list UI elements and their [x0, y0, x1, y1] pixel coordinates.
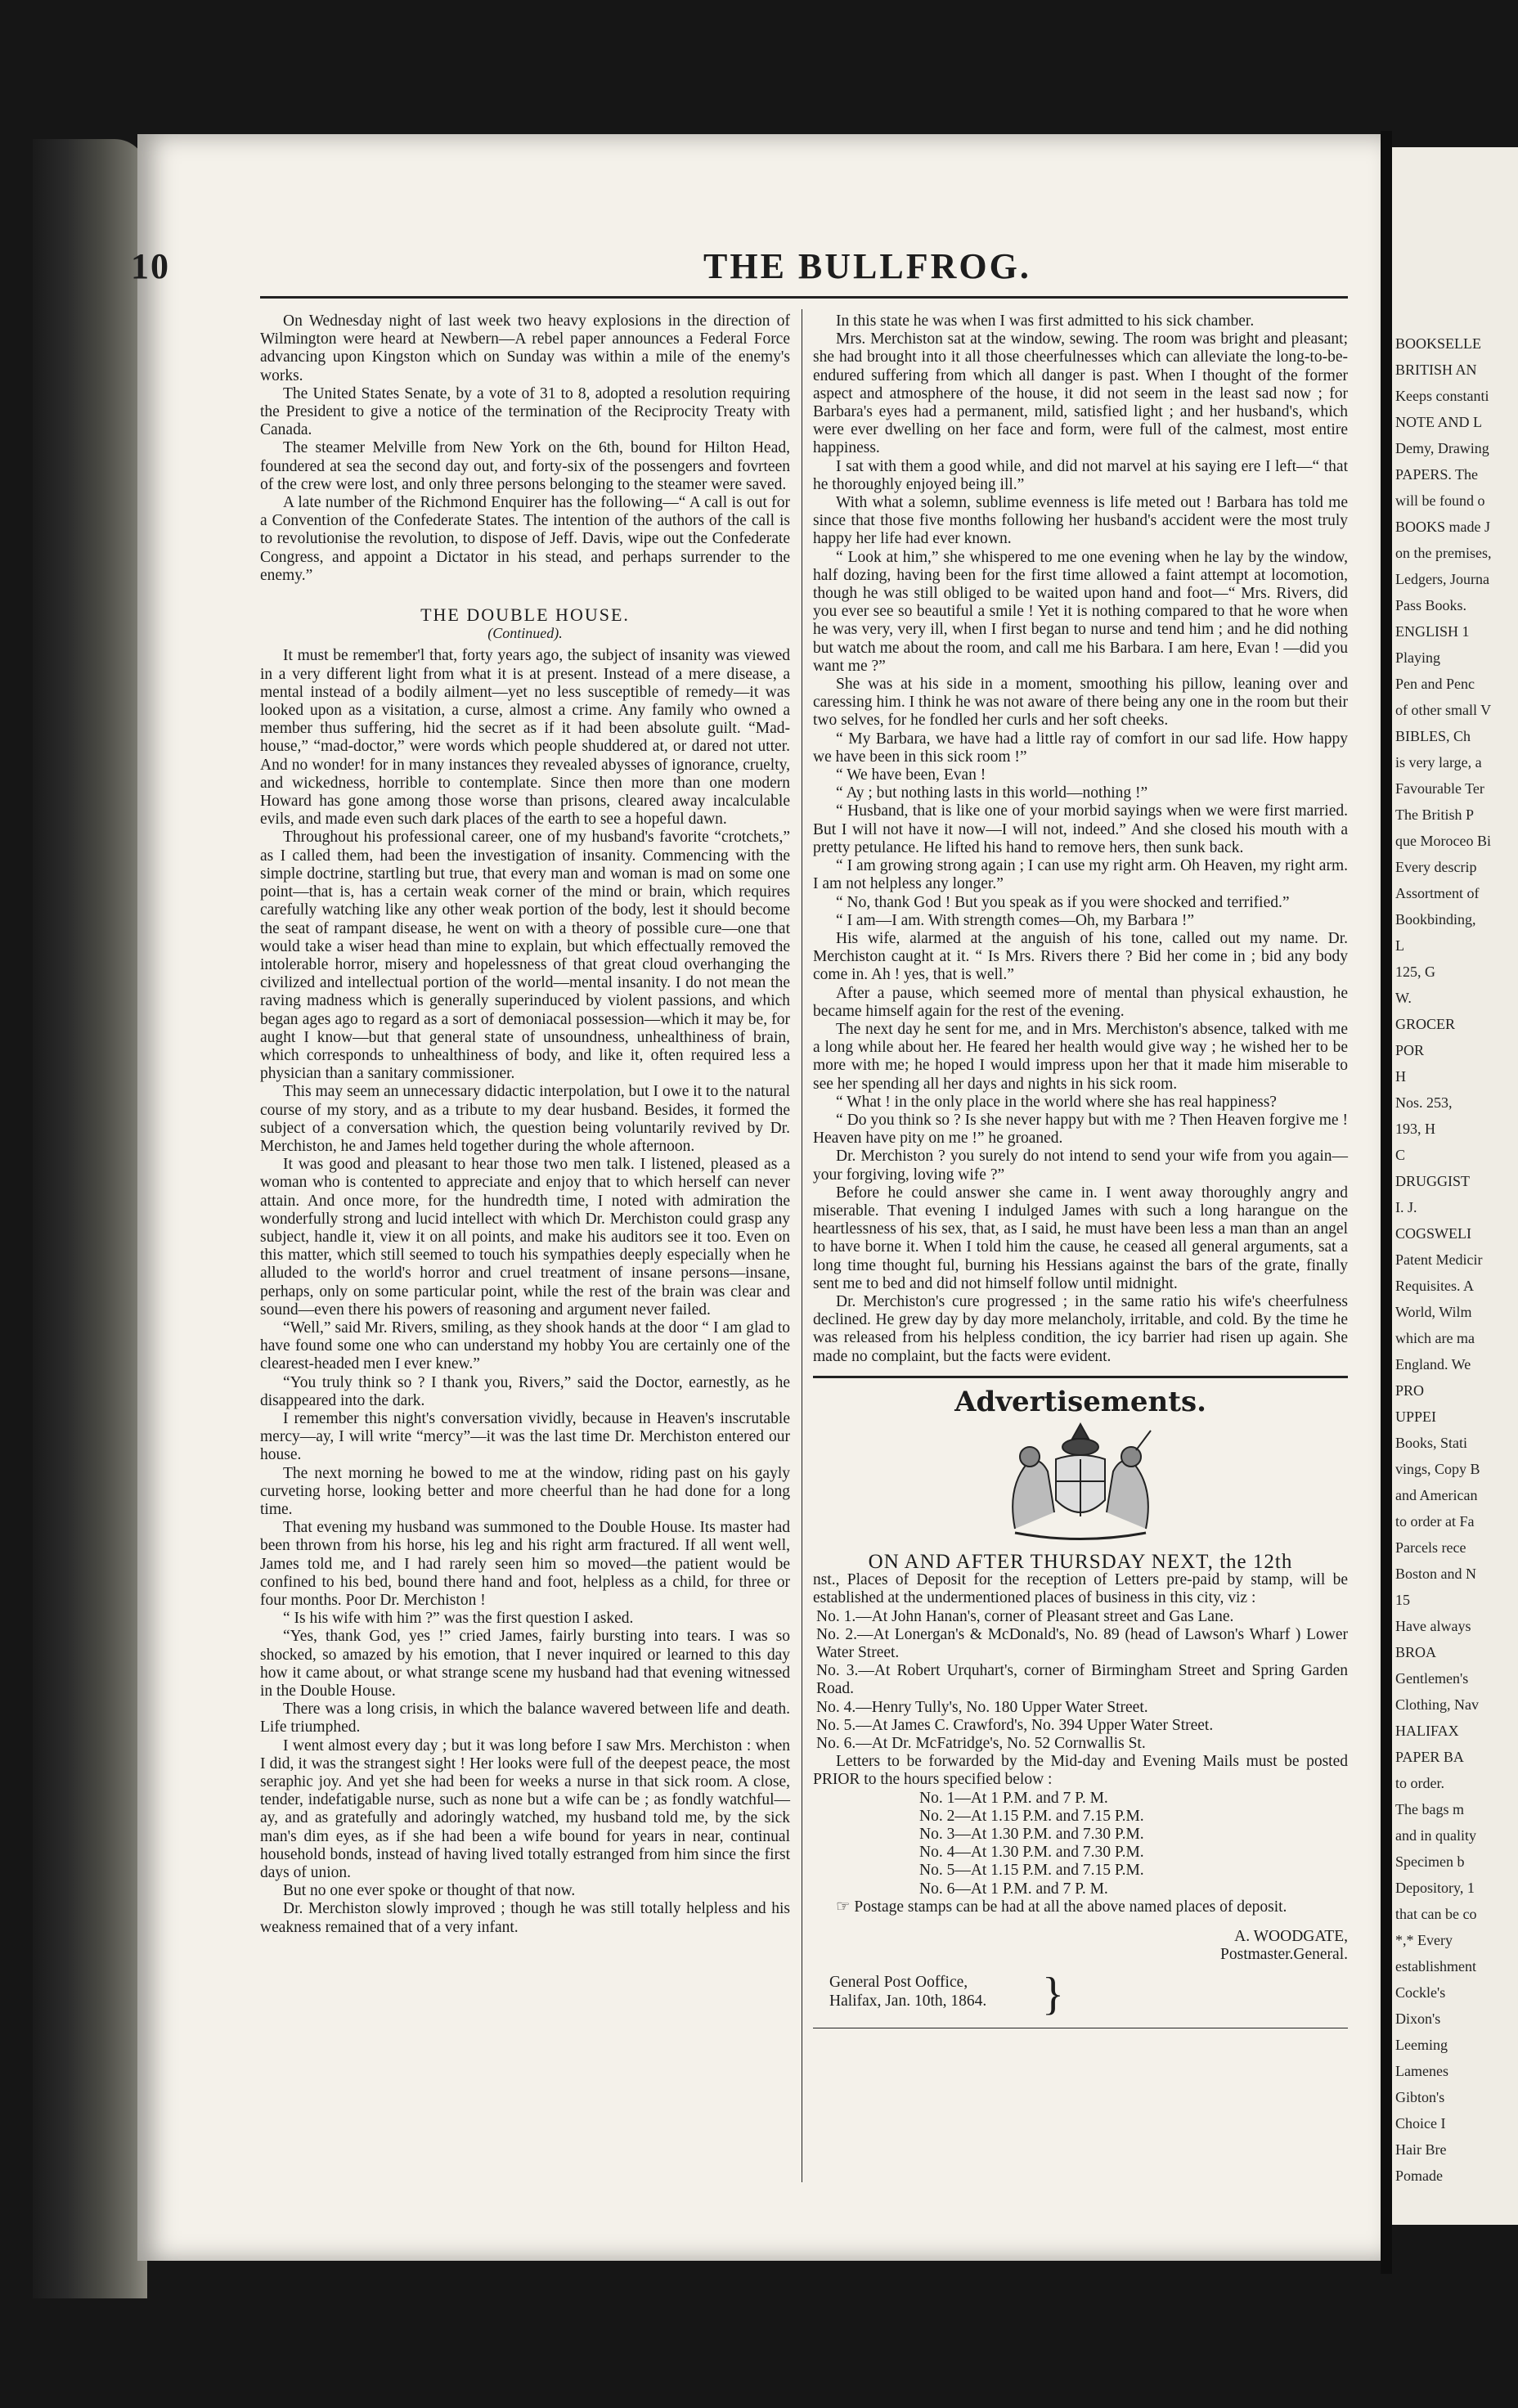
adjacent-page-text: PRO [1395, 1382, 1425, 1399]
footer-line-1: General Post Ooffice, [829, 1974, 968, 1992]
story-paragraph: After a pause, which seemed more of mental than physical exhaustion, he became himself again for the rest of the evening. [813, 984, 1348, 1020]
adjacent-page-text: BRITISH AN [1395, 362, 1477, 378]
story-text [260, 647, 790, 1936]
stamps-note: ☞ Postage stamps can be had at all the above named places of deposit. [836, 1898, 1287, 1916]
deposit-place: No. 2.—At Lonergan's & McDonald's, No. 89 (head of Lawson's Wharf ) Lower Water Street. [816, 1625, 1348, 1661]
schedule-row: No. 3—At 1.30 P.M. and 7.30 P.M. [919, 1826, 1144, 1844]
page-header [131, 245, 1325, 294]
deposit-place: No. 5.—At James C. Crawford's, No. 394 Upper Water Street. [816, 1716, 1214, 1734]
story-paragraph: This may seem an unnecessary didactic interpolation, but I owe it to the natural course of my story, and as a tribute to my dear husband. Besides, it formed the subject of a conversation which, the question being voluntarily revived by Dr. Merchiston, he and James held together during the whole afternoon. [260, 1083, 790, 1155]
adjacent-page-text: that can be co [1395, 1906, 1477, 1922]
adjacent-page-text: C [1395, 1147, 1406, 1163]
adjacent-page-text: Bookbinding, [1395, 911, 1476, 928]
adjacent-page-text: Pass Books. [1395, 597, 1467, 613]
adjacent-page-text: Requisites. A [1395, 1278, 1475, 1294]
adjacent-page-text: to order. [1395, 1775, 1444, 1791]
forward-note: Letters to be forwarded by the Mid-day and Evening Mails must be posted PRIOR to the hours specified below : [813, 1753, 1348, 1789]
schedule-row: No. 4—At 1.30 P.M. and 7.30 P.M. [919, 1844, 1144, 1862]
adjacent-page-text: Playing [1395, 649, 1441, 666]
royal-crest-icon [982, 1414, 1179, 1545]
ad-intro: nst., Places of Deposit for the reception of Letters pre-paid by stamp, will be established at the undermentioned places of business in this city, viz : [813, 1571, 1348, 1607]
story-paragraph: The next morning he bowed to me at the window, riding past on his gayly curveting horse, looking better and more cheerful than he had done for a long time. [260, 1464, 790, 1518]
adjacent-page-text: Favourable Ter [1395, 780, 1484, 797]
masthead: THE BULLFROG. [703, 246, 1031, 286]
story-paragraph: “ My Barbara, we have had a little ray of comfort in our sad life. How happy we have been in this sick room !” [813, 730, 1348, 766]
story-paragraph: Before he could answer she came in. I went away thoroughly angry and miserable. That evening I indulged James with such a long harangue on the heartlessness of his sex, that, as I said, he must have been less a man than an angel to have borne it. When I told him the cause, he ceased all general arguments, sat a long time thought ful, burning his Hessians against the bars of the grate, finally sent me to bed and did not himself follow until midnight. [813, 1184, 1348, 1292]
adjacent-page-text: POR [1395, 1042, 1425, 1058]
adjacent-page-text: Pen and Penc [1395, 676, 1475, 692]
story-paragraph: I remember this night's conversation vividly, because in Heaven's inscrutable mercy—ay, I will write “mercy”—it was the last time Dr. Merchiston entered our house. [260, 1409, 790, 1464]
schedule-row: No. 2—At 1.15 P.M. and 7.15 P.M. [919, 1807, 1144, 1825]
story-subtitle: (Continued). [487, 625, 563, 642]
story-paragraph: “ Ay ; but nothing lasts in this world—nothing !” [836, 784, 1148, 802]
schedule-row: No. 1—At 1 P.M. and 7 P. M. [919, 1789, 1108, 1807]
schedule-row: No. 5—At 1.15 P.M. and 7.15 P.M. [919, 1862, 1144, 1880]
adjacent-page-text: UPPEI [1395, 1408, 1437, 1425]
story-paragraph: But no one ever spoke or thought of that now. [283, 1882, 576, 1900]
adjacent-page-text: que Moroceo Bi [1395, 833, 1491, 849]
adjacent-page-text: L [1395, 937, 1404, 954]
page-number: 10 [131, 246, 170, 286]
ad-body [813, 1571, 1348, 2023]
adjacent-page-text: of other small V [1395, 702, 1492, 718]
adjacent-page-text: Ledgers, Journa [1395, 571, 1489, 587]
news-paragraph: A late number of the Richmond Enquirer has the following—“ A call is out for a Convention of the Confederate States. The intention of the authors of the call is to revolutionise the revolution, to dispose of Jeff. Davis, wipe out the Confederate Congress, and appoint a Dictator in his stead, and perhaps surrender to the enemy.” [260, 494, 790, 584]
adjacent-page-text: Hair Bre [1395, 2141, 1447, 2158]
adjacent-page-text: Dixon's [1395, 2010, 1441, 2027]
adjacent-page-text: is very large, a [1395, 754, 1482, 770]
adjacent-page-text: GROCER [1395, 1016, 1456, 1032]
page-gutter [1381, 131, 1392, 2274]
adjacent-page-text: Clothing, Nav [1395, 1696, 1479, 1713]
adjacent-page-text: H [1395, 1068, 1406, 1085]
news-paragraph: On Wednesday night of last week two heavy explosions in the direction of Wilmington were heard at Newbern—A rebel paper announces a Federal Force advancing upon Kingston which on Sunday was within a mile of the enemy's works. [260, 312, 790, 384]
story-paragraph: That evening my husband was summoned to the Double House. Its master had been thrown from his horse, his leg and his right arm fractured. If all went well, James told me, and I had rarely seen him so moved—the patient would be confined to his bed, bound there hand and foot, helpless as a child, for three or four months. Poor Dr. Merchiston ! [260, 1519, 790, 1610]
footer-line-2: Halifax, Jan. 10th, 1864. [829, 1992, 987, 2010]
mail-schedule [919, 1790, 1348, 1898]
deposit-place: No. 3.—At Robert Urquhart's, corner of Birmingham Street and Spring Garden Road. [816, 1662, 1348, 1698]
story-paragraph: “Yes, thank God, yes !” cried James, fairly bursting into tears. I was so shocked, so amazed by his emotion, that I never inquired or learned to this day how it came about, or what strange scene my husband had that evening witnessed in the Double House. [260, 1628, 790, 1700]
adjacent-page-text: The British P [1395, 806, 1475, 823]
adjacent-page-text: Demy, Drawing [1395, 440, 1489, 456]
story-paragraph: The next day he sent for me, and in Mrs. Merchiston's absence, talked with me a long while about her. He feared her health would give way ; he wished her to be more with me; he hoped I would impress upon her that it made him miserable to see her spending all her days and nights in his sick room. [813, 1020, 1348, 1093]
adjacent-page-text: Lamenes [1395, 2063, 1448, 2079]
adjacent-page-text: and in quality [1395, 1827, 1476, 1844]
story-paragraph: Dr. Merchiston's cure progressed ; in the same ratio his wife's cheerfulness declined. He grew day by day more melancholy, irritable, and cold. By the time he was released from his helpless condition, the icy barrier had risen up again. She made no complaint, but the facts were evident. [813, 1292, 1348, 1365]
adjacent-page-text: Depository, 1 [1395, 1880, 1475, 1896]
adjacent-page-text: NOTE AND L [1395, 414, 1482, 430]
ad-footer [829, 1969, 1348, 2023]
story-paragraph: “ Is his wife with him ?” was the first question I asked. [283, 1610, 634, 1628]
story-paragraph: I went almost every day ; but it was long before I saw Mrs. Merchiston : when I did, it was the strangest sight ! Her looks were full of the deepest peace, the most seraphic joy. And yet she had been for weeks a nurse in that sick room. A close, tender, indefatigable nurse, such as none but a wife can be ; as fondly watchful—ay, and as gratefully and adoringly watched, my husband told me, by the sick man's dim eyes, as if she had been a wife bound for years in near, continual household bonds, instead of having lived totally estranged from him since the first days of union. [260, 1736, 790, 1882]
adjacent-page-text: Boston and N [1395, 1566, 1476, 1582]
adjacent-page-text: DRUGGIST [1395, 1173, 1471, 1189]
adjacent-page-text: vings, Copy B [1395, 1461, 1480, 1477]
signature-name: A. WOODGATE, [1234, 1928, 1348, 1946]
deposit-places [813, 1608, 1348, 1754]
adjacent-page-text: COGSWELI [1395, 1225, 1471, 1242]
adjacent-page-text: Cockle's [1395, 1984, 1446, 2001]
adjacent-page-text: W. [1395, 990, 1412, 1006]
ad-headline: ON AND AFTER THURSDAY NEXT, the 12th [868, 1550, 1293, 1573]
adjacent-page-text: Patent Medicir [1395, 1251, 1483, 1268]
story-paragraph: She was at his side in a moment, smoothing his pillow, leaning over and caressing him. I think he was not aware of there being any one in the room but their two selves, for he fondled her curls and her soft cheeks. [813, 676, 1348, 730]
adjacent-page-text: to order at Fa [1395, 1513, 1475, 1530]
brace-icon: } [1042, 1969, 1064, 2020]
story-paragraph: With what a solemn, sublime evenness is life meted out ! Barbara has told me since that those five months following her husband's accident were the most truly happy her life had ever known. [813, 494, 1348, 548]
story-paragraph: Mrs. Merchiston sat at the window, sewing. The room was bright and pleasant; she had brought into it all those cheerfulnesses which can alleviate the long-to-be-endured suffering from which all danger is past. When I thought of the former aspect and atmosphere of the house, it did not seem in the least sad now ; for Barbara's eyes had a permanent, mild, satisfied light ; and her husband's, which were ever dwelling on her face and form, were full of the calmest, most entire happiness. [813, 330, 1348, 457]
ads-rule [813, 1376, 1348, 1378]
signature-title: Postmaster.General. [1220, 1946, 1348, 1964]
story-paragraph: “You truly think so ? I thank you, Rivers,” said the Doctor, earnestly, as he disappeared into the dark. [260, 1373, 790, 1409]
adjacent-page-text: establishment [1395, 1958, 1476, 1974]
adjacent-page-text: Every descrip [1395, 859, 1477, 875]
story-paragraph: “ Husband, that is like one of your morbid sayings when we were first married. But I will not have it now—I will not, indeed.” And she closed his mouth with a pretty petulance. He lifted his hand to remove hers, then sunk back. [813, 802, 1348, 856]
story-paragraph: Dr. Merchiston ? you surely do not intend to send your wife from you again—your forgiving, loving wife ?” [813, 1148, 1348, 1184]
adjacent-page-text: BOOKS made J [1395, 519, 1490, 535]
deposit-place: No. 1.—At John Hanan's, corner of Pleasant street and Gas Lane. [816, 1607, 1234, 1625]
adjacent-page-text: Have always [1395, 1618, 1471, 1634]
adjacent-page-text: and American [1395, 1487, 1478, 1503]
adjacent-page-text: 193, H [1395, 1121, 1435, 1137]
book-spine [33, 139, 147, 2298]
adjacent-page-text: Specimen b [1395, 1853, 1465, 1870]
adjacent-page-text: Leeming [1395, 2037, 1448, 2053]
adjacent-page-text: ENGLISH 1 [1395, 623, 1470, 640]
story-title: THE DOUBLE HOUSE. [420, 604, 630, 626]
adjacent-page-text: Gibton's [1395, 2089, 1445, 2105]
adjacent-page-text: England. We [1395, 1356, 1471, 1372]
adjacent-page-text: Nos. 253, [1395, 1094, 1453, 1111]
news-items [260, 312, 790, 585]
adjacent-page-text: Gentlemen's [1395, 1670, 1469, 1687]
story-paragraph: “ I am—I am. With strength comes—Oh, my Barbara !” [836, 911, 1195, 929]
adjacent-page-text: Assortment of [1395, 885, 1480, 901]
adjacent-page-text: will be found o [1395, 492, 1485, 509]
deposit-place: No. 4.—Henry Tully's, No. 180 Upper Water Street. [816, 1698, 1148, 1716]
news-paragraph: The steamer Melville from New York on the 6th, bound for Hilton Head, foundered at sea the second day out, and forty-six of the possengers and fovrteen of the crew were lost, and only three persons belonging to the steamer were saved. [260, 439, 790, 493]
deposit-place: No. 6.—At Dr. McFatridge's, No. 52 Cornwallis St. [816, 1735, 1146, 1753]
story-paragraph: Dr. Merchiston slowly improved ; though he was still totally helpless and his weakness remained that of a very infant. [260, 1900, 790, 1936]
adjacent-page-text: BOOKSELLE [1395, 335, 1481, 352]
adjacent-page-text: BIBLES, Ch [1395, 728, 1471, 744]
adjacent-page-text: I. J. [1395, 1199, 1417, 1215]
adjacent-page-text: BROA [1395, 1644, 1437, 1660]
story-paragraph: In this state he was when I was first admitted to his sick chamber. [836, 312, 1255, 330]
story-paragraph: His wife, alarmed at the anguish of his tone, called out my name. Dr. Merchiston caught at it. “ Is Mrs. Rivers there ? Bid her come in ; bid any body come in. Ah ! yes, that is well.” [813, 929, 1348, 984]
adjacent-page-text: HALIFAX [1395, 1723, 1459, 1739]
adjacent-page-text: Choice I [1395, 2115, 1446, 2132]
story-paragraph: “ We have been, Evan ! [836, 766, 986, 784]
story-continuation [813, 312, 1348, 1366]
adjacent-page-text: *,* Every [1395, 1932, 1453, 1948]
advertisements-heading: Advertisements. [954, 1385, 1206, 1418]
adjacent-page-text: Keeps constanti [1395, 388, 1489, 404]
story-paragraph: “ I am growing strong again ; I can use my right arm. Oh Heaven, my right arm. I am not helpless any longer.” [813, 857, 1348, 893]
story-paragraph: It must be remember'l that, forty years ago, the subject of insanity was viewed in a very different light from what it is at present. Instead of a mere disease, a mental instead of a bodily ailment—yet no less susceptible of remedy—it was looked upon as a visitation, a curse, almost a crime. Any family who owned a member thus suffering, hid the secret as if it had been absolute guilt. “Mad-house,” “mad-doctor,” were words which people shuddered at, or dared not utter. And no wonder! for in many instances they revealed abysses of ignorance, cruelty, and wickedness, horrible to contemplate. Since then more than one modern Howard has gone among those worse than prisons, cleared away incalculable evils, and made even such dark places of the earth to see a hopeful dawn. [260, 647, 790, 829]
story-paragraph: “ No, thank God ! But you speak as if you were shocked and terrified.” [836, 893, 1290, 911]
adjacent-page-text: which are ma [1395, 1330, 1475, 1346]
story-paragraph: It was good and pleasant to hear those two men talk. I listened, pleased as a woman who is contented to appreciate and enjoy that to which herself can never attain. And once more, for the hundredth time, I noted with admiration the wonderfully strong and lucid intellect with which Dr. Merchiston could grasp any subject, handle it, view it on all points, and make his auditors see it too. Even on this matter, which still seemed to touch his sympathies deeply especially when he alluded to the world's horror and cruel treatment of insane persons—insane, perhaps, only on some particular point, while the rest of the brain was clear and sound—even there his powers of reasoning and argument never failed. [260, 1156, 790, 1319]
adjacent-page-text: PAPERS. The [1395, 466, 1479, 483]
story-paragraph: I sat with them a good while, and did not marvel at his saying ere I left—“ that he thoroughly enjoyed being ill.” [813, 457, 1348, 493]
adjacent-page-text: on the premises, [1395, 545, 1492, 561]
adjacent-page-text: Books, Stati [1395, 1435, 1468, 1451]
news-paragraph: The United States Senate, by a vote of 31 to 8, adopted a resolution requiring the President to give a notice of the termination of the Reciprocity Treaty with Canada. [260, 384, 790, 439]
adjacent-page [1392, 147, 1518, 2225]
story-paragraph: “ Do you think so ? Is she never happy but with me ? Then Heaven forgive me ! Heaven have pity on me !” he groaned. [813, 1111, 1348, 1148]
adjacent-page-text: 125, G [1395, 964, 1435, 980]
right-column [813, 312, 1348, 2028]
adjacent-page-text: Parcels rece [1395, 1539, 1466, 1556]
story-paragraph: “ Look at him,” she whispered to me one evening when he lay by the window, half dozing, having been for the first time allowed a faint attempt at locomotion, though he was still obliged to be waited upon hand and foot—“ Mrs. Rivers, did you ever see so beautiful a smile ! Yet it is nothing compared to that he wore when he was very, very ill, when I first began to nurse and tend him ; and he did nothing but watch me about the room, and call me his Barbara. I am here, Evan ! —did you want me ?” [813, 548, 1348, 675]
adjacent-page-text: The bags m [1395, 1801, 1464, 1817]
header-rule [260, 296, 1348, 299]
story-paragraph: Throughout his professional career, one of my husband's favorite “crotchets,” as I called them, had been the investigation of insanity. Commencing with the simple doctrine, startling but true, that every man and woman is mad on some one point—that is, has a certain weak corner of the mind or brain, which requires carefully watching like any other weak portion of the body, lest it should become the seat of rampant disease, he went on with a theory of possible cure—one that would take a wiser head than mine to explain, but which effectually removed the intolerable horror, misery and hopelessness of that great cloud overhanging the civilized and intellectual portion of the world—mental insanity. I do not mean the raving madness which is generally superinduced by violent passions, and which began ages ago to regard as a sort of demoniacal possession—which it may be, for aught I know—but that general state of unsoundness, unhealthiness of brain, which corresponds to unhealthiness of body, and like it, often required less a physician than a sanitary commissioner. [260, 829, 790, 1083]
story-paragraph: “Well,” said Mr. Rivers, smiling, as they shook hands at the door “ I am glad to have found some one who can understand my hobby You are certainly one of the clearest-headed men I ever knew.” [260, 1319, 790, 1373]
adjacent-page-text: World, Wilm [1395, 1304, 1472, 1320]
left-column [260, 312, 790, 1937]
schedule-row: No. 6—At 1 P.M. and 7 P. M. [919, 1880, 1108, 1898]
story-paragraph: “ What ! in the only place in the world where she has real happiness? [836, 1093, 1277, 1111]
adjacent-page-text: 15 [1395, 1592, 1410, 1608]
story-paragraph: There was a long crisis, in which the balance wavered between life and death. Life triumphed. [260, 1700, 790, 1736]
adjacent-page-text: Pomade [1395, 2168, 1443, 2184]
adjacent-page-text: PAPER BA [1395, 1749, 1464, 1765]
